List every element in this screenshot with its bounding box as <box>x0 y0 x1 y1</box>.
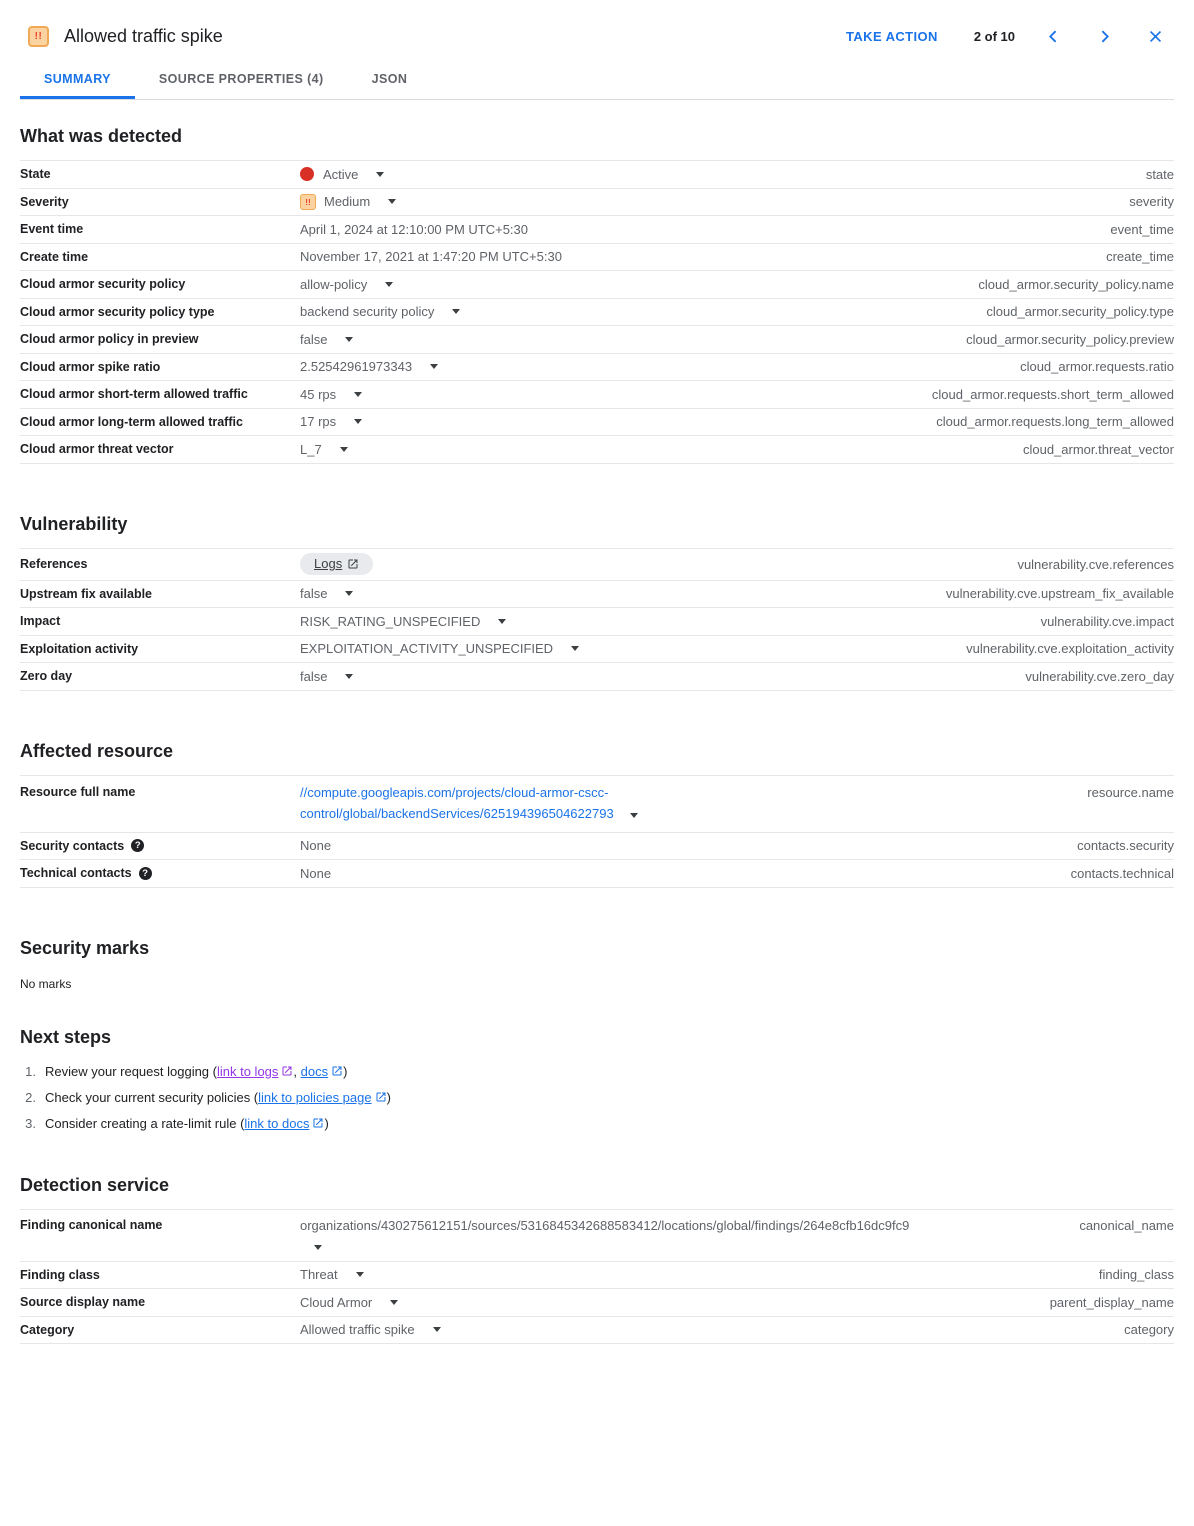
attribute-name: cloud_armor.security_policy.type <box>986 304 1174 320</box>
tab-summary[interactable]: SUMMARY <box>20 59 135 99</box>
next-finding-button[interactable] <box>1092 24 1117 49</box>
attribute-name: cloud_armor.security_policy.preview <box>966 331 1174 347</box>
row-value: April 1, 2024 at 12:10:00 PM UTC+5:30 <box>300 221 528 237</box>
list-item <box>20 1064 1174 1079</box>
value-dropdown[interactable] <box>300 1322 441 1337</box>
link-to-logs[interactable]: link to logs <box>217 1064 293 1079</box>
value-dropdown[interactable] <box>300 586 353 601</box>
close-icon <box>1147 28 1164 45</box>
row-value: L_7 <box>300 441 322 457</box>
step-number: 1. <box>25 1063 36 1079</box>
no-marks-text: No marks <box>20 976 72 991</box>
step-number: 2. <box>25 1089 36 1105</box>
header-actions <box>846 24 1168 49</box>
chevron-down-icon <box>498 619 506 624</box>
attribute-name: cloud_armor.security_policy.name <box>978 276 1174 292</box>
value-dropdown[interactable] <box>300 1295 398 1310</box>
table-row <box>20 216 1174 244</box>
row-label: Security contacts <box>20 838 125 853</box>
value-dropdown[interactable] <box>300 332 353 347</box>
attribute-name: state <box>1145 166 1174 182</box>
table-row <box>20 161 1174 189</box>
table-row <box>20 1262 1174 1290</box>
row-value: false <box>300 586 328 602</box>
attribute-name: severity <box>1129 194 1174 210</box>
row-value: backend security policy <box>300 304 435 320</box>
row-label: Event time <box>20 222 84 237</box>
row-value: None <box>300 865 332 881</box>
value-dropdown[interactable] <box>300 359 438 374</box>
value-dropdown[interactable] <box>300 669 353 684</box>
attribute-name: vulnerability.cve.exploitation_activity <box>966 641 1174 657</box>
table-row <box>20 1289 1174 1317</box>
step-text: ) <box>343 1063 348 1079</box>
chip-label: Logs <box>314 556 343 571</box>
section-affected-resource <box>20 741 1174 888</box>
active-state-icon <box>300 167 314 181</box>
table-row <box>20 354 1174 382</box>
chevron-down-icon[interactable] <box>314 1245 322 1250</box>
table-row <box>20 776 1174 833</box>
section-security-marks <box>20 938 1174 991</box>
attribute-name: contacts.security <box>1077 838 1174 854</box>
take-action-button[interactable]: TAKE ACTION <box>846 29 938 44</box>
severity-dropdown[interactable] <box>300 194 396 210</box>
attribute-name: resource.name <box>1087 784 1174 800</box>
attribute-name: vulnerability.cve.upstream_fix_available <box>945 586 1174 602</box>
table-row <box>20 636 1174 664</box>
next-steps-list <box>20 1064 1174 1131</box>
chevron-down-icon <box>430 364 438 369</box>
table-row <box>20 663 1174 691</box>
link-to-docs[interactable]: docs <box>301 1064 343 1079</box>
row-value: EXPLOITATION_ACTIVITY_UNSPECIFIED <box>300 641 554 657</box>
external-link-icon <box>375 1091 387 1103</box>
table-row <box>20 436 1174 464</box>
attribute-name: vulnerability.cve.references <box>1017 556 1174 572</box>
step-text: , <box>293 1063 301 1079</box>
attribute-name: cloud_armor.requests.short_term_allowed <box>931 386 1174 402</box>
chevron-down-icon <box>376 172 384 177</box>
chevron-down-icon <box>345 674 353 679</box>
chevron-down-icon <box>433 1327 441 1332</box>
row-label: Cloud armor short-term allowed traffic <box>20 387 248 402</box>
logs-chip-button[interactable] <box>300 553 373 575</box>
row-value: allow-policy <box>300 276 368 292</box>
section-title: Next steps <box>20 1026 112 1047</box>
step-text: ) <box>386 1089 391 1105</box>
row-value: 45 rps <box>300 386 337 402</box>
row-label: Cloud armor policy in preview <box>20 332 199 347</box>
row-label: Finding canonical name <box>20 1217 163 1232</box>
section-title: Affected resource <box>20 740 174 761</box>
value-dropdown[interactable] <box>300 442 348 457</box>
close-button[interactable] <box>1143 24 1168 49</box>
severity-warning-icon: !! <box>28 26 49 47</box>
row-label: Finding class <box>20 1267 100 1282</box>
row-value: Allowed traffic spike <box>300 1322 415 1338</box>
resource-link-line2: control/global/backendServices/625194396504622793 <box>300 805 614 821</box>
tab-bar <box>20 59 1174 100</box>
row-value: false <box>300 331 328 347</box>
attribute-name: event_time <box>1110 221 1174 237</box>
tab-source-properties[interactable]: SOURCE PROPERTIES (4) <box>135 59 348 99</box>
step-text: ) <box>324 1115 329 1131</box>
list-item <box>20 1090 1174 1105</box>
step-text: Review your request logging ( <box>45 1063 217 1079</box>
link-to-policies-page[interactable]: link to policies page <box>258 1090 386 1105</box>
external-link-icon <box>347 558 359 570</box>
chevron-down-icon <box>345 591 353 596</box>
attribute-name: vulnerability.cve.impact <box>1040 613 1174 629</box>
table-row <box>20 189 1174 217</box>
row-value: Cloud Armor <box>300 1294 373 1310</box>
row-label: Resource full name <box>20 784 136 799</box>
step-text: Check your current security policies ( <box>45 1089 259 1105</box>
row-value: Threat <box>300 1267 338 1283</box>
row-value: RISK_RATING_UNSPECIFIED <box>300 613 481 629</box>
chevron-down-icon <box>354 419 362 424</box>
value-dropdown[interactable] <box>300 1267 364 1282</box>
row-label: Category <box>20 1322 75 1337</box>
table-row <box>20 409 1174 437</box>
table-row <box>20 271 1174 299</box>
link-to-docs[interactable]: link to docs <box>244 1116 324 1131</box>
table-row <box>20 860 1174 888</box>
pagination-label: 2 of 10 <box>973 29 1015 44</box>
chevron-down-icon <box>390 1300 398 1305</box>
row-label: References <box>20 557 88 571</box>
table-row <box>20 581 1174 609</box>
list-item <box>20 1116 1174 1131</box>
chevron-right-icon <box>1096 28 1113 45</box>
attribute-name: contacts.technical <box>1070 865 1174 881</box>
step-text: Consider creating a rate-limit rule ( <box>45 1115 245 1131</box>
table-row <box>20 608 1174 636</box>
row-label: Source display name <box>20 1295 146 1310</box>
row-value: None <box>300 838 332 854</box>
row-value: Medium <box>324 194 371 210</box>
chevron-down-icon <box>388 199 396 204</box>
page-title: Allowed traffic spike <box>64 26 223 46</box>
chevron-down-icon <box>345 337 353 342</box>
table-row <box>20 299 1174 327</box>
state-dropdown[interactable] <box>300 167 384 182</box>
attribute-name: finding_class <box>1098 1267 1174 1283</box>
finding-header <box>0 0 1194 57</box>
attribute-name: cloud_armor.requests.long_term_allowed <box>936 414 1174 430</box>
row-label: State <box>20 167 51 182</box>
attribute-name: create_time <box>1106 249 1174 265</box>
value-dropdown[interactable] <box>300 304 460 319</box>
attribute-name: vulnerability.cve.zero_day <box>1025 668 1174 684</box>
resource-link-line1: //compute.googleapis.com/projects/cloud-armor-cscc- <box>300 784 609 800</box>
row-label: Cloud armor long-term allowed traffic <box>20 414 243 429</box>
table-row <box>20 326 1174 354</box>
row-label: Cloud armor security policy <box>20 277 186 292</box>
attribute-name: cloud_armor.requests.ratio <box>1020 359 1174 375</box>
section-next-steps <box>20 1027 1174 1131</box>
attribute-name: parent_display_name <box>1049 1294 1174 1310</box>
section-title: What was detected <box>20 126 183 146</box>
row-label: Zero day <box>20 669 73 684</box>
help-icon[interactable]: ? <box>139 867 152 880</box>
external-link-icon <box>331 1065 343 1077</box>
value-dropdown[interactable] <box>300 614 506 629</box>
table-row <box>20 381 1174 409</box>
section-vulnerability <box>20 514 1174 691</box>
attribute-name: category <box>1124 1322 1174 1338</box>
row-label: Cloud armor threat vector <box>20 442 174 457</box>
chevron-down-icon[interactable] <box>630 813 638 818</box>
section-detection-service <box>20 1175 1174 1345</box>
section-title: Security marks <box>20 937 150 958</box>
table-row <box>20 1210 1174 1262</box>
table-row <box>20 833 1174 861</box>
row-value: organizations/430275612151/sources/5316845342688583412/locations/global/findings/264e8cfb16dc9fc9 <box>300 1217 910 1233</box>
tab-json[interactable]: JSON <box>348 59 432 99</box>
row-label: Cloud armor spike ratio <box>20 359 161 374</box>
section-title: Detection service <box>20 1174 170 1195</box>
table-row <box>20 549 1174 581</box>
resource-full-name-link[interactable] <box>300 782 614 824</box>
row-label: Severity <box>20 194 69 209</box>
row-label: Upstream fix available <box>20 586 153 601</box>
value-dropdown[interactable] <box>300 387 362 402</box>
row-label: Technical contacts <box>20 866 132 881</box>
row-value: 2.52542961973343 <box>300 359 413 375</box>
chevron-down-icon <box>356 1272 364 1277</box>
row-value: Active <box>323 166 359 182</box>
section-what-was-detected <box>20 126 1174 464</box>
table-row <box>20 244 1174 272</box>
section-title: Vulnerability <box>20 513 128 534</box>
chevron-down-icon <box>340 447 348 452</box>
previous-finding-button[interactable] <box>1041 24 1066 49</box>
chevron-left-icon <box>1045 28 1062 45</box>
external-link-icon <box>281 1065 293 1077</box>
row-value: false <box>300 668 328 684</box>
value-dropdown[interactable] <box>300 277 393 292</box>
chevron-down-icon <box>385 282 393 287</box>
row-label: Cloud armor security policy type <box>20 304 215 319</box>
chevron-down-icon <box>571 646 579 651</box>
attribute-name: cloud_armor.threat_vector <box>1022 441 1174 457</box>
row-label: Impact <box>20 614 61 629</box>
step-number: 3. <box>25 1115 36 1131</box>
row-value: November 17, 2021 at 1:47:20 PM UTC+5:30 <box>300 249 562 265</box>
chevron-down-icon <box>354 392 362 397</box>
row-value: 17 rps <box>300 414 337 430</box>
value-dropdown[interactable] <box>300 414 362 429</box>
row-label: Exploitation activity <box>20 641 139 656</box>
help-icon[interactable]: ? <box>131 839 144 852</box>
value-dropdown[interactable] <box>300 641 579 656</box>
external-link-icon <box>312 1117 324 1129</box>
medium-severity-icon: !! <box>300 194 316 210</box>
chevron-down-icon <box>452 309 460 314</box>
attribute-name: canonical_name <box>1079 1217 1174 1233</box>
table-row <box>20 1317 1174 1345</box>
row-label: Create time <box>20 249 89 264</box>
